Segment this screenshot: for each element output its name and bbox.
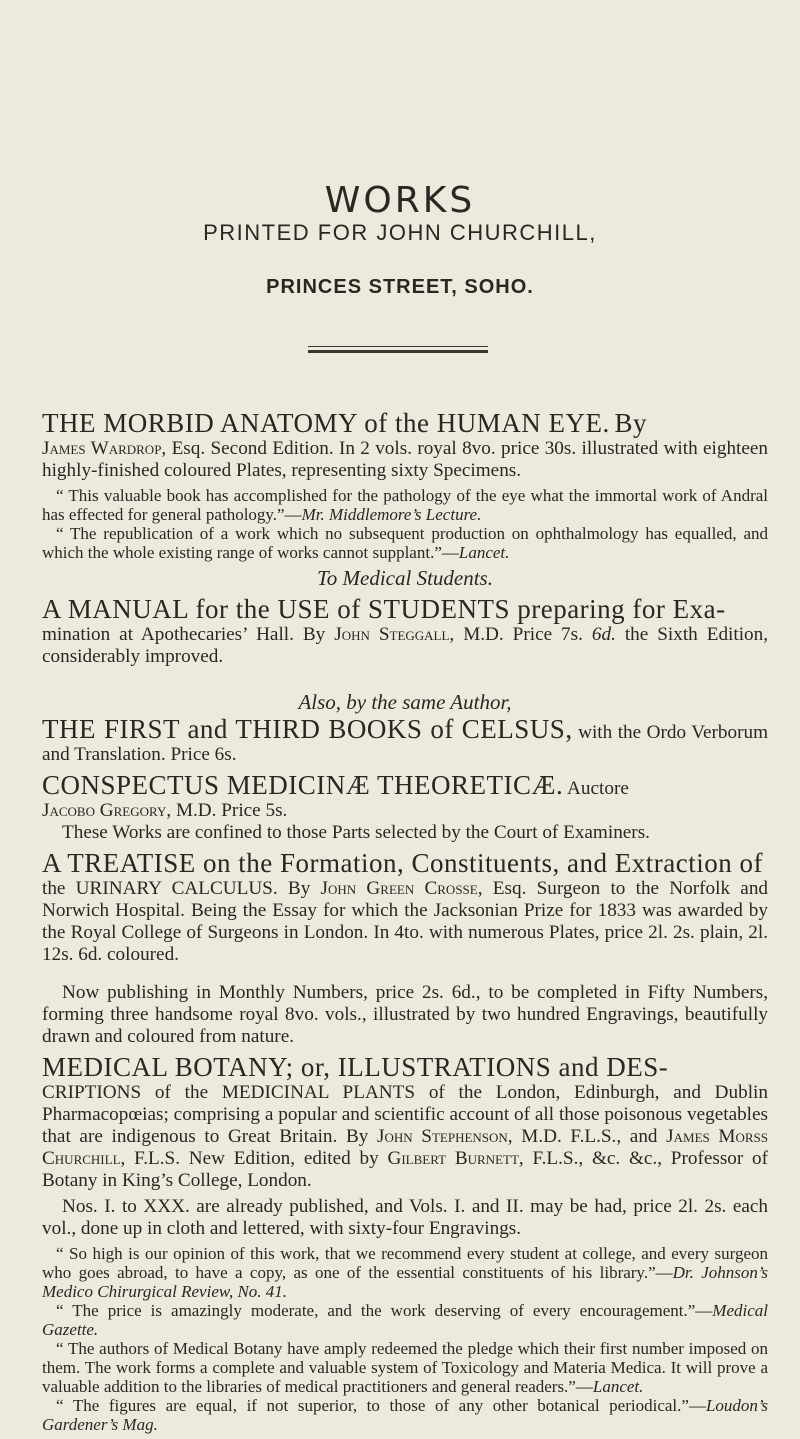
review-quote (42, 1244, 768, 1301)
entry-title: MEDICAL BOTANY; or, ILLUSTRATIONS and DES- (42, 1052, 669, 1082)
author-name: Jacobo Gregory, (42, 800, 172, 821)
publisher-line: PRINTED FOR JOHN CHURCHILL, (203, 220, 597, 245)
entry-morbid-anatomy (42, 408, 768, 562)
price-pence: 6d. (591, 624, 616, 645)
entry-conspectus (42, 770, 768, 844)
entry-description: Esq. Surgeon to the Norfolk and Norwich Hospital. Being the Essay for which the Jacksonian Prize for 1833 was awarded by the Royal College of Surgeons in London. In 4to. with numerous Plates, price 2l. 2s. plain, 2l. 12s. 6d. coloured. (42, 878, 769, 965)
advertisement-list (42, 408, 769, 1434)
quote-source: Medical Gazette. (42, 1301, 768, 1339)
entry-description: M.D. F.L.S., and (521, 1126, 658, 1147)
page-title: WORKS (324, 180, 476, 222)
section-heading: To Medical Students. (317, 566, 493, 590)
entry-description: M.D. Price 7s. (463, 624, 583, 645)
entry-title: A MANUAL for the USE of STUDENTS preparing for Exa- (42, 594, 726, 624)
entry-description: the URINARY CALCULUS. By (42, 878, 311, 899)
entry-note: These Works are confined to those Parts selected by the Court of Examiners. (62, 822, 650, 843)
divider-rule (308, 346, 488, 353)
author-name: John Stephenson, (377, 1126, 513, 1147)
author-name: John Green Crosse, (320, 878, 483, 899)
review-quote (42, 1301, 768, 1339)
entry-note: Nos. I. to XXX. are already published, and Vols. I. and II. may be had, price 2l. 2s. each vol., done up in cloth and lettered, with sixty-four Engravings. (42, 1196, 768, 1239)
publishing-notice: Now publishing in Monthly Numbers, price 2s. 6d., to be completed in Fifty Numbers, forming three handsome royal 8vo. vols., illustrated by two hundred Engravings, beautifully drawn and coloured from nature. (42, 982, 768, 1047)
quote-text: “ The figures are equal, if not superior, to those of any other botanical periodical.”— (56, 1396, 706, 1415)
author-name: Gilbert Burnett, (387, 1148, 524, 1169)
entry-celsus (42, 714, 768, 766)
quote-text: “ So high is our opinion of this work, that we recommend every student at college, and every surgeon who goes abroad, to have a copy, as one of the essential constituents of his library.”— (42, 1244, 768, 1282)
also-heading: Also, by the same Author, (298, 690, 512, 714)
author-name: James Morss Churchill, (42, 1126, 768, 1169)
entry-description: the Sixth Edition, considerably improved. (42, 624, 769, 667)
entry-title: CONSPECTUS MEDICINÆ THEORETICÆ. (42, 770, 564, 800)
entry-treatise (42, 848, 769, 966)
quote-text: “ This valuable book has accomplished for the pathology of the eye what the immortal work of Andral has effected for general pathology.”— (42, 486, 768, 524)
quote-source: Mr. Middlemore’s Lecture. (301, 505, 482, 524)
author-name: James Wardrop, (42, 438, 167, 459)
entry-description: Esq. Second Edition. In 2 vols. royal 8vo. price 30s. illustrated with eighteen highly-finished coloured Plates, representing sixty Specimens. (42, 438, 768, 481)
by-word: By (614, 408, 648, 438)
entry-description: M.D. Price 5s. (175, 800, 288, 821)
entry-title: THE FIRST and THIRD BOOKS of CELSUS, (42, 714, 573, 744)
entry-description: CRIPTIONS of the MEDICINAL PLANTS of the London, Edinburgh, and Dublin Pharmacopœias; comprising a popular and scientific account of all those poisonous vegetables that are indigenous to Great Britain. By (42, 1082, 768, 1147)
review-quote (42, 524, 768, 562)
quote-text: “ The republication of a work which no subsequent production on ophthalmology has equalled, and which the whole existing range of works cannot supplant.”— (42, 524, 768, 562)
publisher-address: PRINCES STREET, SOHO. (266, 276, 534, 298)
quote-source: Lancet. (458, 543, 510, 562)
entry-medical-botany (42, 1052, 769, 1434)
entry-title: THE MORBID ANATOMY of the HUMAN EYE. (42, 408, 610, 438)
auctore-word: Auctore (567, 778, 629, 799)
quote-source: Dr. Johnson’s Medico Chirurgical Review, No. 41. (42, 1263, 768, 1301)
review-quote (42, 1339, 768, 1396)
entry-description: mination at Apothecaries’ Hall. By (42, 624, 326, 645)
quote-text: “ The authors of Medical Botany have amply redeemed the pledge which their first number imposed on them. The work forms a complete and valuable system of Toxicology and Materia Medica. It will prove a valuable addition to the libraries of medical practitioners and general readers.”— (42, 1339, 768, 1396)
author-name: John Steggall, (334, 624, 455, 645)
review-quote (42, 1396, 768, 1434)
entry-description: F.L.S. New Edition, edited by (134, 1148, 379, 1169)
review-quote (42, 486, 768, 524)
quote-text: “ The price is amazingly moderate, and the work deserving of every encouragement.”— (56, 1301, 713, 1320)
quote-source: Lancet. (592, 1377, 644, 1396)
entry-description: F.L.S., &c. &c., Professor of Botany in King’s College, London. (42, 1148, 769, 1191)
entry-manual (42, 594, 769, 668)
entry-description: with the Ordo Verborum and Translation. Price 6s. (42, 722, 768, 765)
quote-source: Loudon’s Gardener’s Mag. (42, 1396, 768, 1434)
entry-title: A TREATISE on the Formation, Constituents, and Extraction of (42, 848, 763, 878)
